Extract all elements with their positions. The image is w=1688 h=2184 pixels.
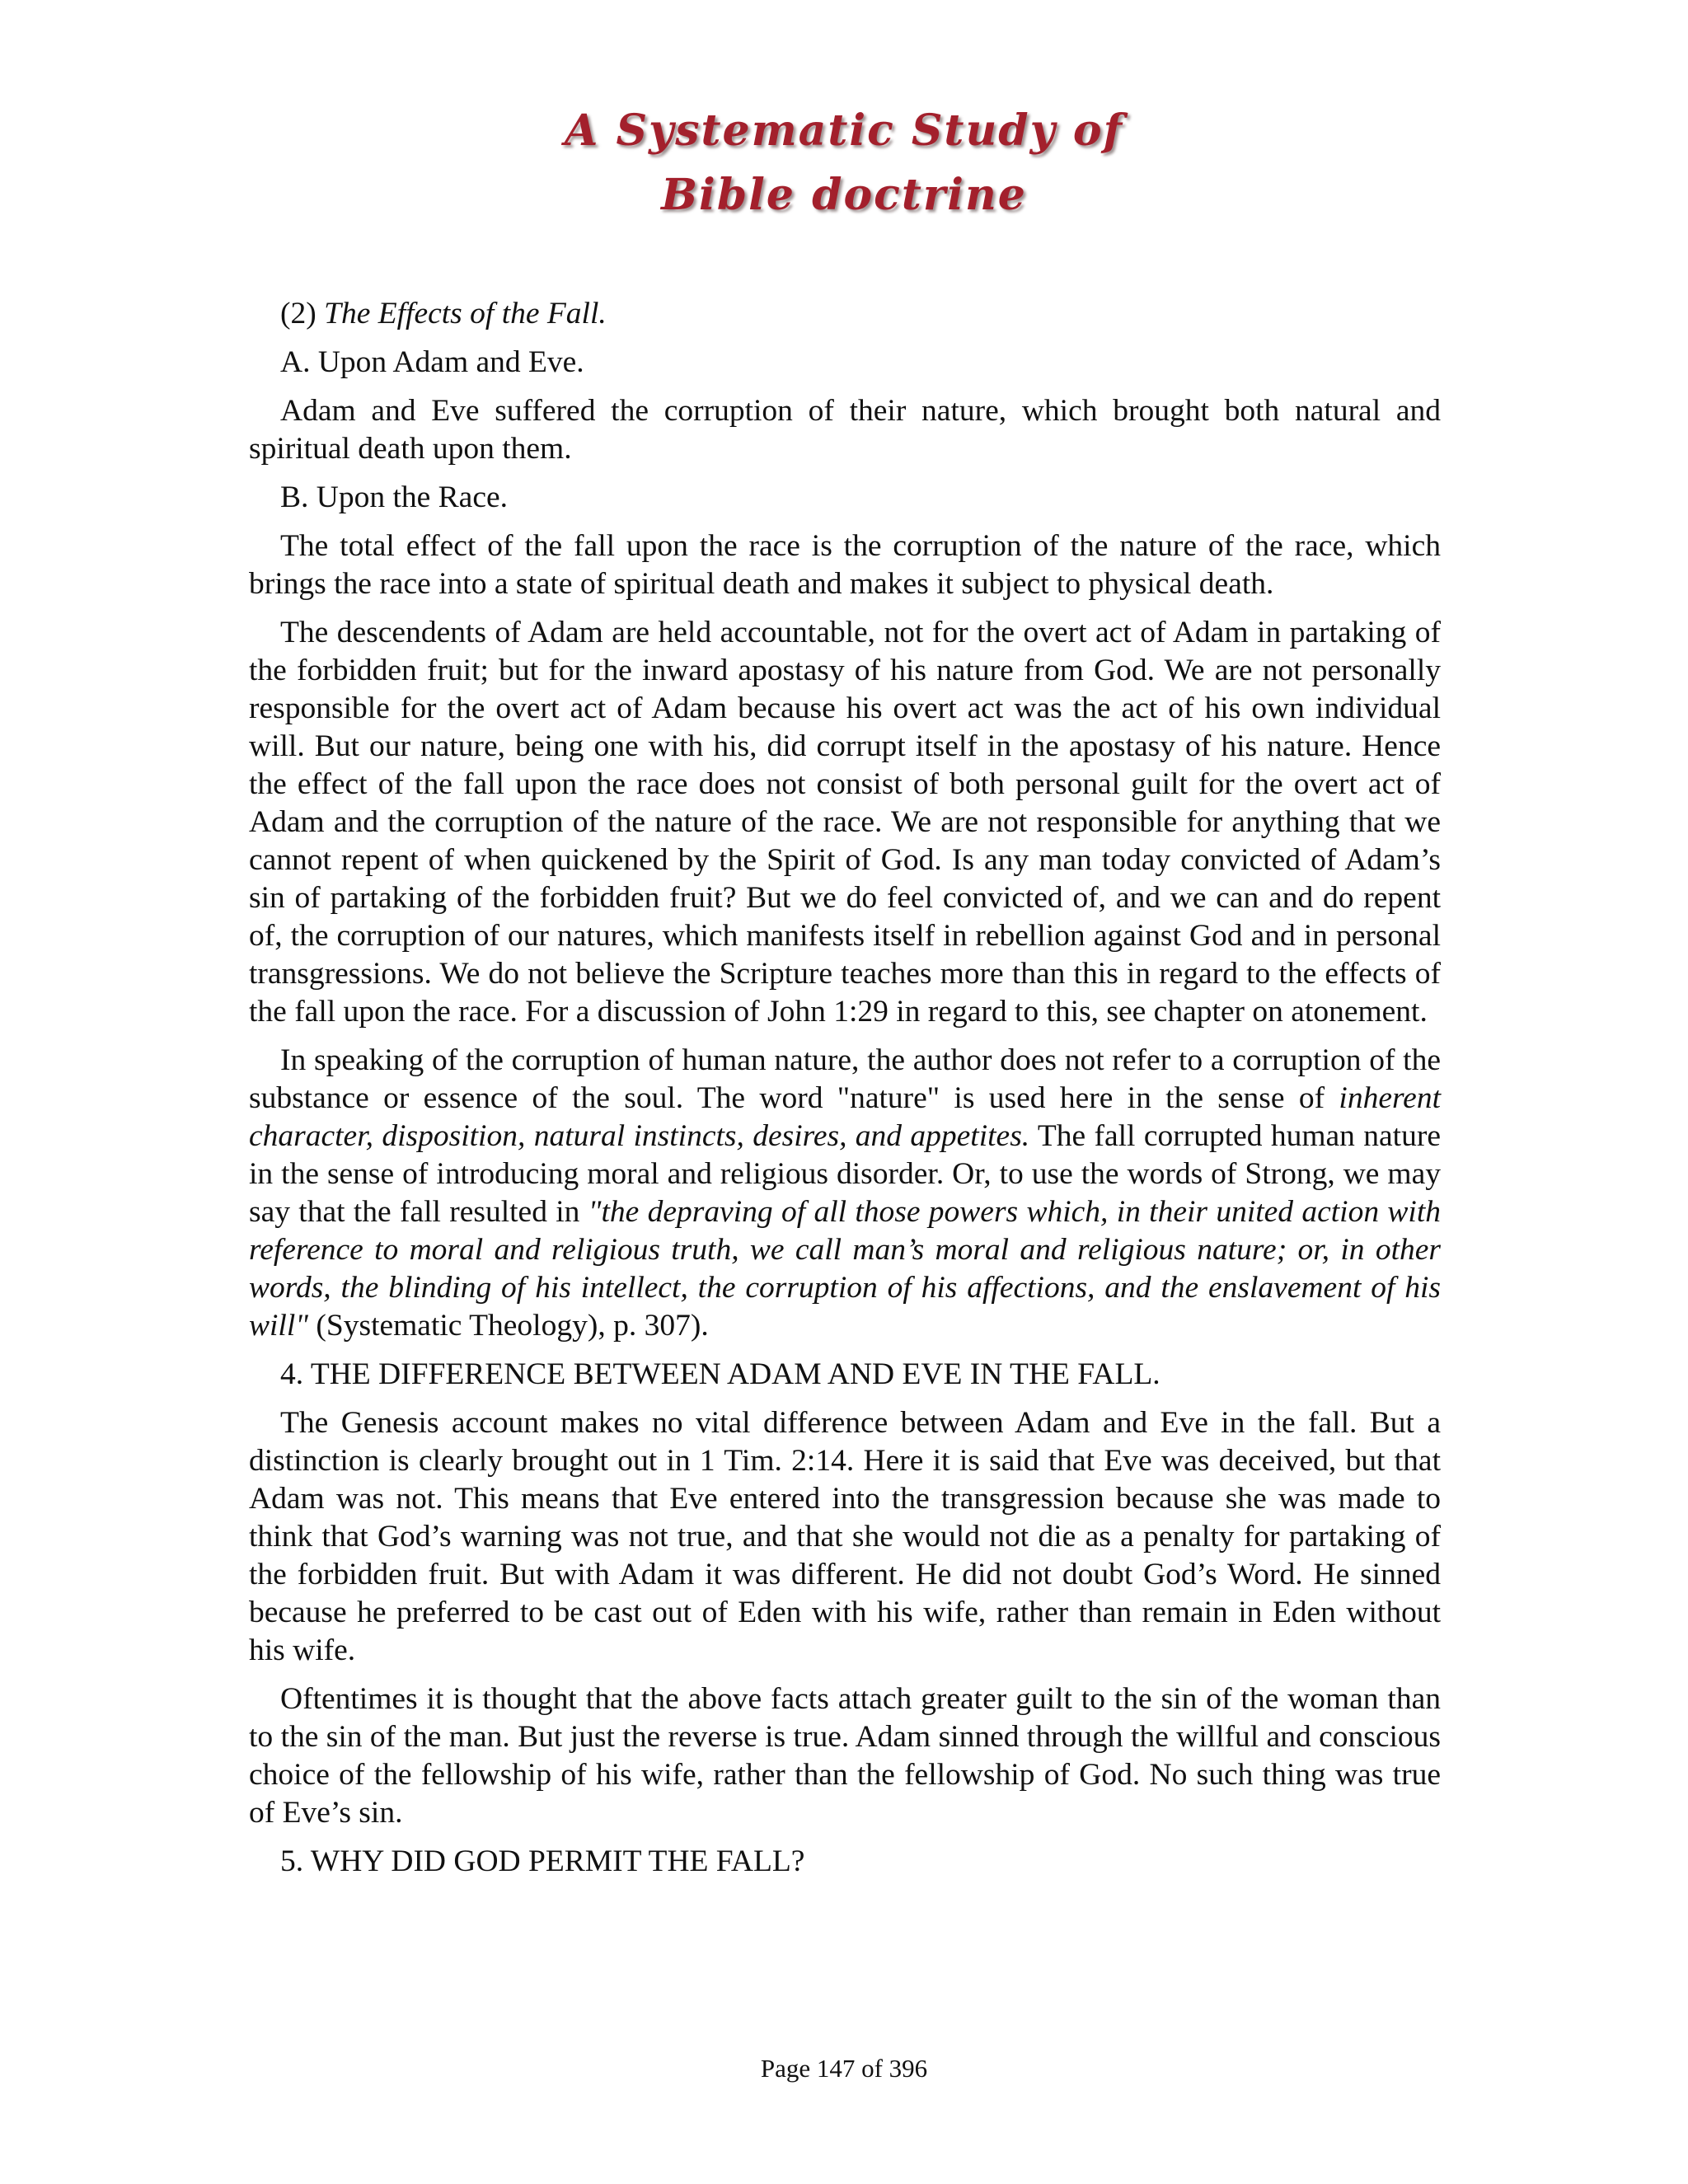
page-body — [249, 295, 1441, 1891]
logo-line-1: A Systematic Study of — [565, 105, 1123, 156]
italic-text: inherent character, disposition, natural instincts, desires, and appetites. — [249, 1081, 1441, 1153]
section-heading-effects — [249, 295, 1441, 333]
text-run: The fall corrupted human nature in the sense of introducing moral and religious disorder. Or, to use the words of Strong, we may say that the fall resulted in — [249, 1119, 1441, 1229]
section-heading-why-permit: 5. WHY DID GOD PERMIT THE FALL? — [280, 1844, 805, 1878]
paragraph: Adam and Eve suffered the corruption of their nature, which brought both natural and spiritual death upon them. — [249, 394, 1441, 466]
page-number: Page 147 of 396 — [760, 2054, 928, 2083]
section-heading-difference: 4. THE DIFFERENCE BETWEEN ADAM AND EVE IN THE FALL. — [280, 1357, 1160, 1391]
strong-quotation: "the depraving of all those powers which, in their united action with reference to moral and religious truth, we call man’s moral and religious nature; or, in other words, the blinding of his intellect, the corruption of his affections, and the enslavement of his will" — [249, 1195, 1441, 1343]
text-run: (Systematic Theology), p. 307). — [308, 1309, 709, 1343]
logo-line-2: Bible doctrine — [661, 170, 1027, 220]
section-title: The Effects of the Fall. — [324, 297, 607, 330]
text-run: In speaking of the corruption of human nature, the author does not refer to a corruption of the substance or essence of the soul. The word "nature" is used here in the sense of — [249, 1043, 1441, 1115]
paragraph: Oftentimes it is thought that the above facts attach greater guilt to the sin of the woman than to the sin of the man. But just the reverse is true. Adam sinned through the willful and conscious choice of the fellowship of his wife, rather than the fellowship of God. No such thing was true of Eve’s sin. — [249, 1682, 1441, 1830]
subheading-race: B. Upon the Race. — [280, 480, 508, 514]
paragraph: The total effect of the fall upon the race is the corruption of the nature of the race, which brings the race into a state of spiritual death and makes it subject to physical death. — [249, 529, 1441, 601]
paragraph: The descendents of Adam are held accountable, not for the overt act of Adam in partaking of the forbidden fruit; but for the inward apostasy of his nature from God. We are not personally responsible for the overt act of Adam because his overt act was the act of his own individual will. But our nature, being one with his, did corrupt itself in the apostasy of his nature. Hence the effect of the fall upon the race does not consist of both personal guilt for the overt act of Adam and the corruption of the nature of the race. We are not responsible for anything that we cannot repent of when quickened by the Spirit of God. Is any man today convicted of Adam’s sin of partaking of the forbidden fruit? But we do feel convicted of, and we can and do repent of, the corruption of our natures, which manifests itself in rebellion against God and in personal transgressions. We do not believe the Scripture teaches more than this in regard to the effects of the fall upon the race. For a discussion of John 1:29 in regard to this, see chapter on atonement. — [249, 616, 1441, 1029]
paragraph: The Genesis account makes no vital difference between Adam and Eve in the fall. But a distinction is clearly brought out in 1 Tim. 2:14. Here it is said that Eve was deceived, but that Adam was not. This means that Eve entered into the transgression because she was made to think that God’s warning was not true, and that she would not die as a penalty for partaking of the forbidden fruit. But with Adam it was different. He did not doubt God’s Word. He sinned because he preferred to be cast out of Eden with his wife, rather than remain in Eden without his wife. — [249, 1406, 1441, 1667]
book-title-logo — [0, 99, 1688, 227]
subheading-adam-eve: A. Upon Adam and Eve. — [280, 345, 584, 379]
paragraph — [249, 1042, 1441, 1345]
section-number: (2) — [280, 297, 325, 330]
